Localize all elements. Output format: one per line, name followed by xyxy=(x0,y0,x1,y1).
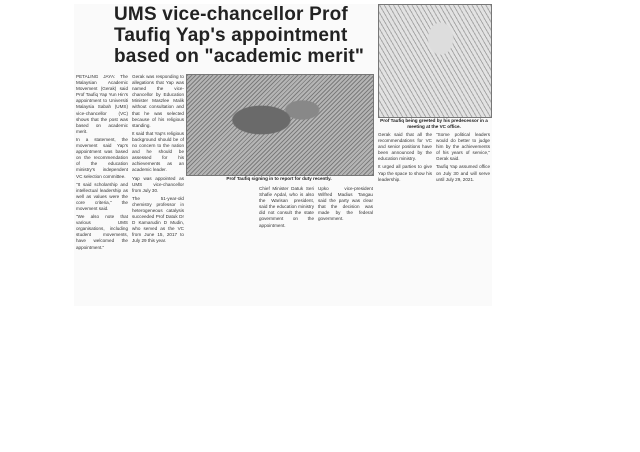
paragraph: The 51-year-old chemistry professor in heterogeneous catalysis succeeded Prof Datuk Dr D Kamarudin D Mudin, who served as the VC from June 15, 2017 to July 29 this year. xyxy=(132,195,184,244)
caption-photo-2: Prof Taufiq being greeted by his predecessor in a meeting at the VC office. xyxy=(380,118,488,129)
photo-signing-in xyxy=(186,74,374,176)
headline-line-1: UMS vice-chancellor Prof xyxy=(114,4,348,25)
paragraph: Yap was appointed as UMS vice-chancellor from July 30. xyxy=(132,175,184,193)
paragraph: "Some political leaders would do better to judge him by the achievements of his years of service," Gerak said. xyxy=(436,132,490,162)
paragraph: Gerak was responding to allegations that Yap was named the vice-chancellor by Education Minister Maszlee Malik without consultation and that he was selected because of his religious standing. xyxy=(132,74,184,128)
article-column-3b xyxy=(318,186,373,296)
caption-photo-1: Prof Taufiq signing in to report for duty recently. xyxy=(226,176,332,181)
paragraph: It said that Yap's religious background should be of no concern to the nation and he should be assessed for his achievements as an academic leader. xyxy=(132,130,184,173)
headline-line-3: based on "academic merit" xyxy=(114,46,365,67)
paragraph: Gerak said that all the recommendations for VC and senior positions have been announced by the education ministry. xyxy=(378,132,432,162)
newspaper-clipping xyxy=(74,4,492,306)
paragraph: PETALING JAYA: The Malaysian Academic Movement (Gerak) said Prof Taufiq Yap Yun Hin's appointment to Universiti Malaysia Sabah (UMS) vice-chancellor (VC) shows that the post was based on academic merit. xyxy=(76,74,128,134)
article-column-5 xyxy=(436,132,490,297)
article-column-2 xyxy=(132,74,184,299)
paragraph: In a statement, the movement said Yap's appointment was based on the recommendation of the education ministry's independent VC selection committee. xyxy=(76,136,128,179)
paragraph: "It said scholarship and intellectual leadership as well as values were the core criteria," the movement said. xyxy=(76,181,128,211)
paragraph: It urged all parties to give Yap the space to show his leadership. xyxy=(378,164,432,182)
article-column-1 xyxy=(76,74,128,299)
paragraph: "We also note that various UMS organisations, including student movements, have welcomed the appointment." xyxy=(76,214,128,250)
photo-greeting xyxy=(378,4,492,118)
headline-line-2: Taufiq Yap's appointment xyxy=(114,25,348,46)
paragraph: Chief Minister Datuk Seri Shafie Apdal, who is also the Warisan president, said the education ministry did not consult the state government on the appointment. xyxy=(259,186,314,228)
article-column-3 xyxy=(259,186,314,296)
paragraph: Upko vice-president Wilfred Madius Tangau said the party was clear that the decision was made by the federal government. xyxy=(318,186,373,222)
paragraph: Taufiq Yap assumed office on July 30 and will serve until July 29, 2021. xyxy=(436,164,490,182)
article-column-4 xyxy=(378,132,432,297)
